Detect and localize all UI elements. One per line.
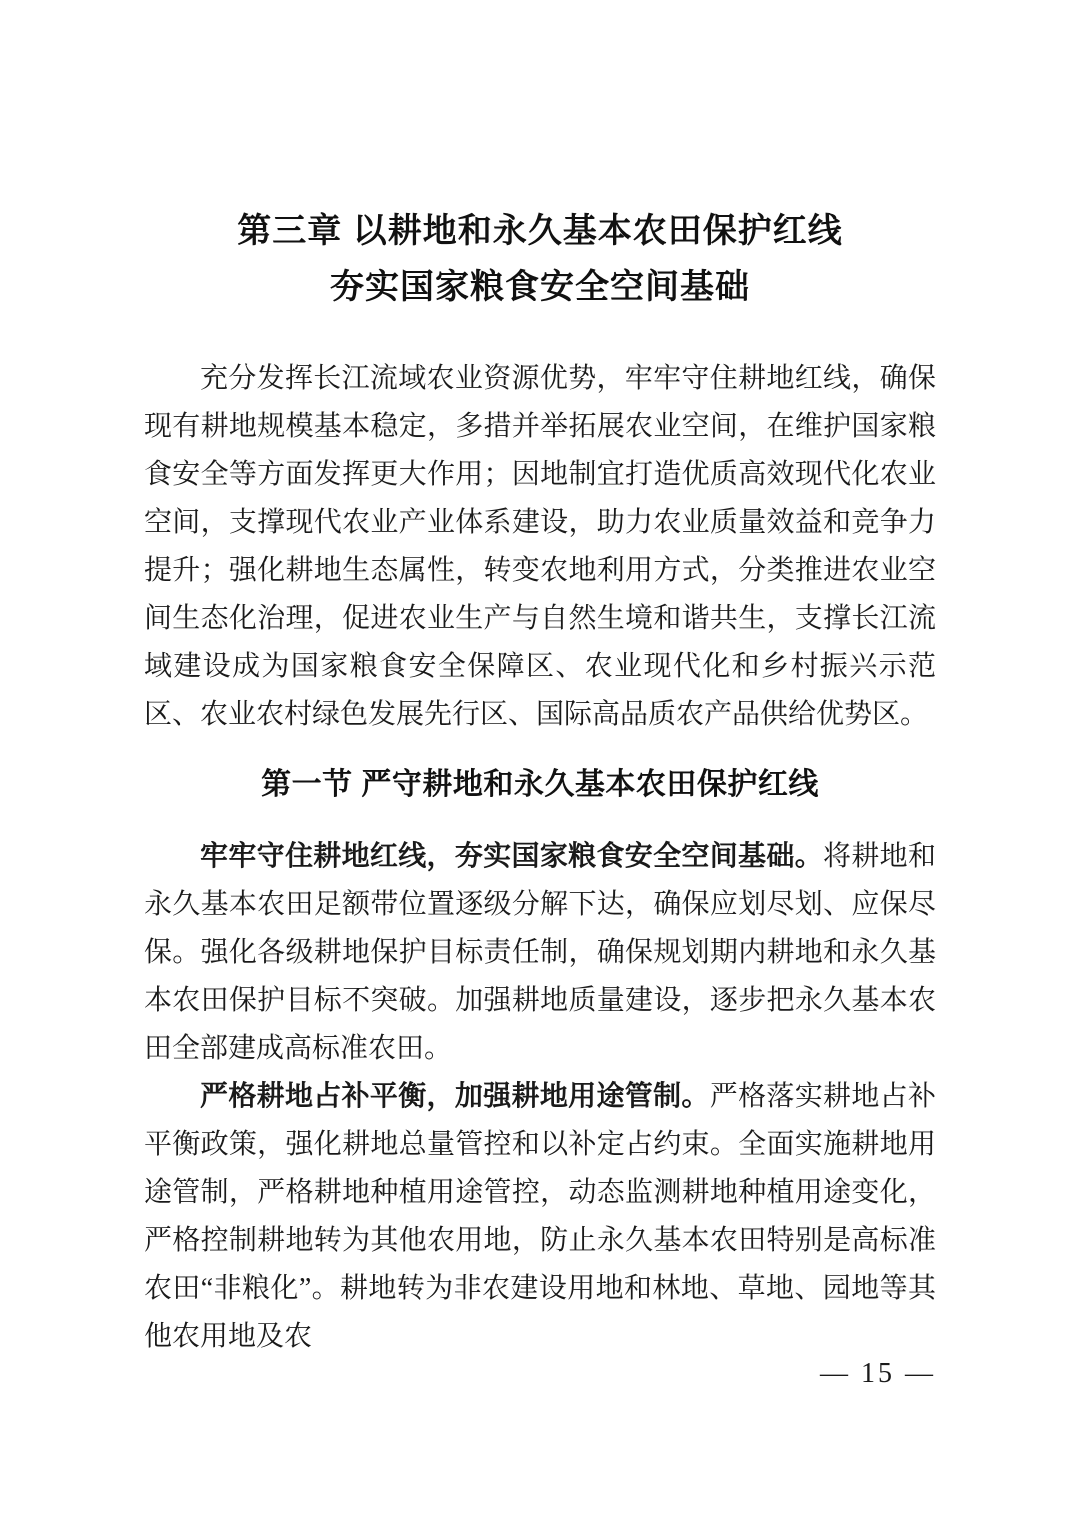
paragraph-1-lead-sentence: 牢牢守住耕地红线，夯实国家粮食安全空间基础。 (200, 841, 824, 872)
section-title: 第一节 严守耕地和永久基本农田保护红线 (261, 768, 819, 801)
paragraph-1 (144, 833, 936, 1073)
intro-paragraph: 充分发挥长江流域农业资源优势，牢牢守住耕地红线，确保现有耕地规模基本稳定，多措并举拓展农业空间，在维护国家粮食安全等方面发挥更大作用；因地制宜打造优质高效现代化农业空间，支撑现代农业产业体系建设，助力农业质量效益和竞争力提升；强化耕地生态属性，转变农地利用方式，分类推进农业空间生态化治理，促进农业生产与自然生境和谐共生，支撑长江流域建设成为国家粮食安全保障区、农业现代化和乡村振兴示范区、农业农村绿色发展先行区、国际高品质农产品供给优势区。 (144, 363, 936, 730)
page-content (144, 0, 936, 1361)
paragraph-2-lead-sentence: 严格耕地占补平衡，加强耕地用途管制。 (200, 1081, 710, 1112)
chapter-title-line2: 夯实国家粮食安全空间基础 (330, 268, 750, 306)
paragraph-1-body-text: 将耕地和永久基本农田足额带位置逐级分解下达，确保应划尽划、应保尽保。强化各级耕地保护目标责任制，确保规划期内耕地和永久基本农田保护目标不突破。加强耕地质量建设，逐步把永久基本农田全部建成高标准农田。 (144, 841, 936, 1064)
chapter-title-line1: 第三章 以耕地和永久基本农田保护红线 (237, 212, 843, 250)
paragraph-2 (144, 1073, 936, 1361)
chapter-title (144, 203, 936, 315)
paragraph-2-body-text: 严格落实耕地占补平衡政策，强化耕地总量管控和以补定占约束。全面实施耕地用途管制，严格耕地种植用途管控，动态监测耕地种植用途变化，严格控制耕地转为其他农用地，防止永久基本农田特别是高标准农田“非粮化”。耕地转为非农建设用地和林地、草地、园地等其他农用地及农 (144, 1081, 936, 1352)
page-number: — 15 — (820, 1358, 936, 1389)
